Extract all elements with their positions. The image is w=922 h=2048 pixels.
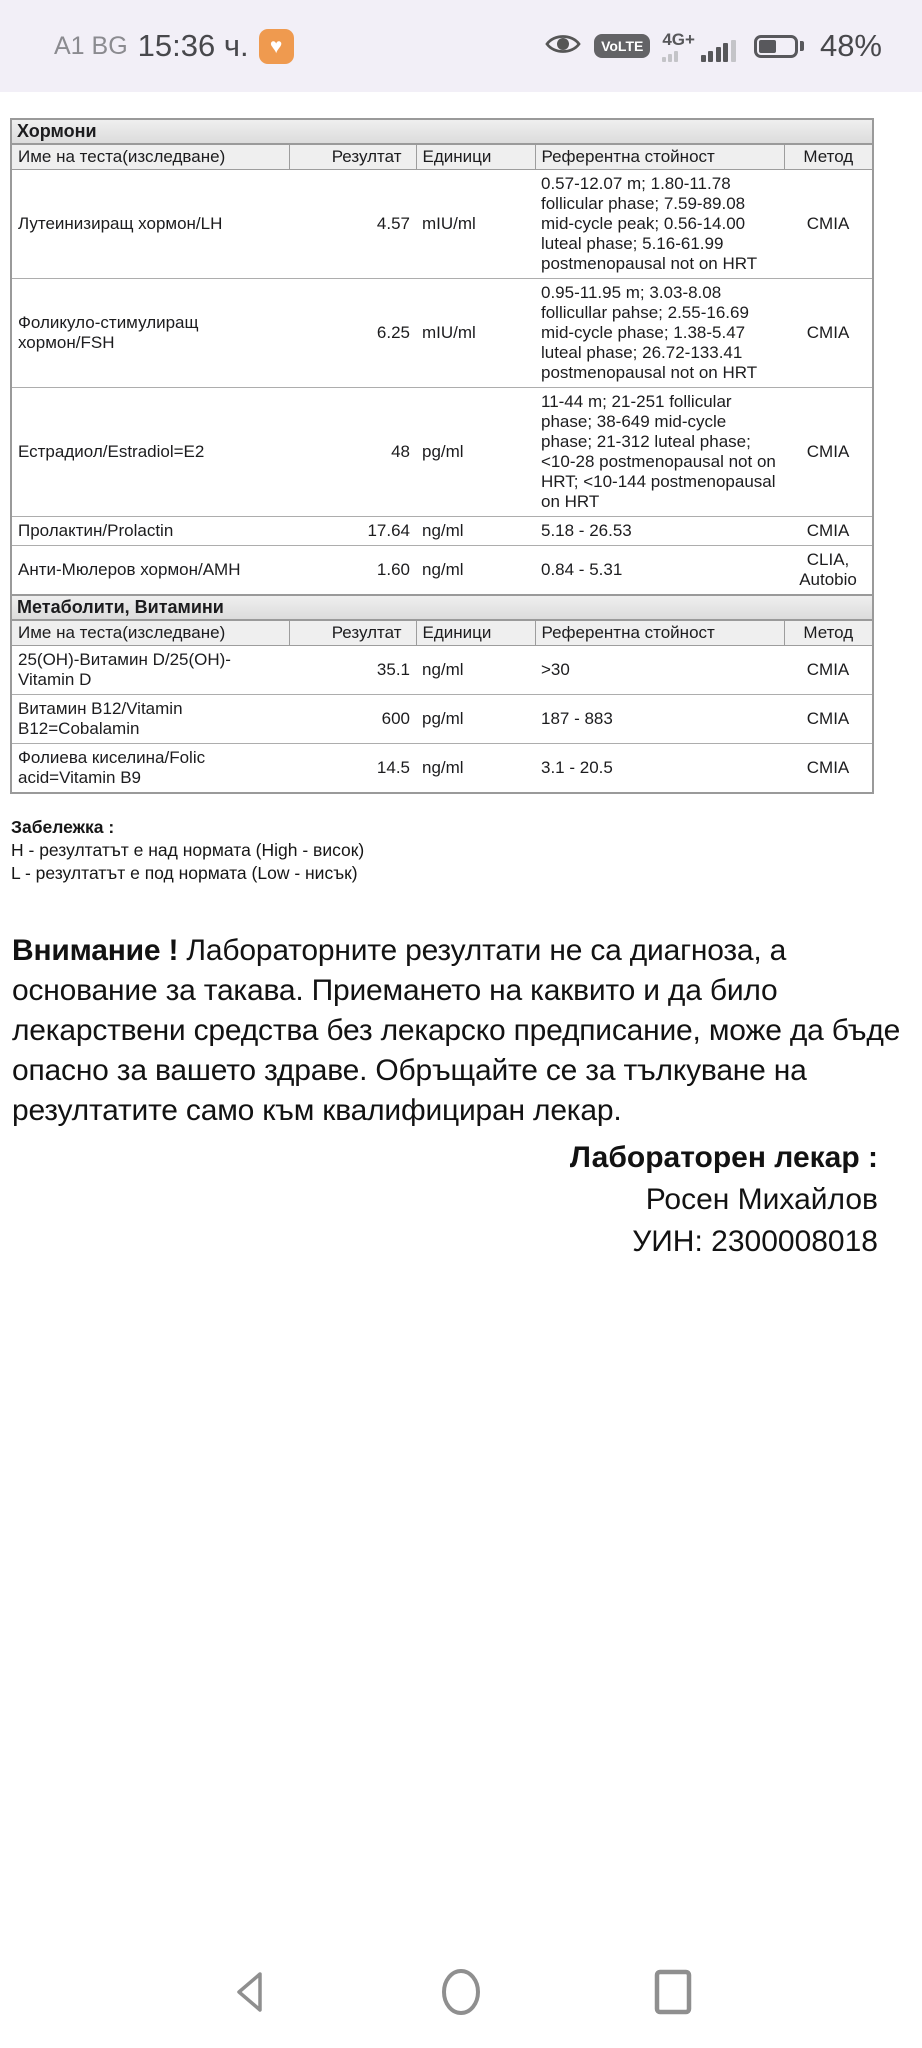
column-header: Име на теста(изследване) (11, 144, 289, 170)
reference-cell: >30 (535, 646, 784, 695)
method-cell: CMIA (784, 744, 873, 794)
note-title: Забележка : (11, 817, 115, 837)
table-row (11, 744, 873, 794)
result-cell: 4.57 (289, 170, 416, 279)
back-button[interactable] (219, 1962, 279, 2022)
result-cell: 35.1 (289, 646, 416, 695)
method-cell: CMIA (784, 170, 873, 279)
test-name-cell: Фолиева киселина/Folic acid=Vitamin B9 (11, 744, 289, 794)
result-cell: 17.64 (289, 517, 416, 546)
column-header: Референтна стойност (535, 620, 784, 646)
home-button[interactable] (431, 1962, 491, 2022)
table-row (11, 517, 873, 546)
reference-cell: 11-44 m; 21-251 follicular phase; 38-649 mid-cycle phase; 21-312 luteal phase; <10-28 postmenopausal not on HRT; <10-144 postmenopausal on HRT (535, 388, 784, 517)
lab-table-1 (10, 594, 874, 794)
battery-icon (754, 35, 804, 58)
signal-cluster (662, 31, 736, 62)
units-cell: ng/ml (416, 546, 535, 596)
table-row (11, 646, 873, 695)
table-row (11, 546, 873, 596)
test-name-cell: Анти-Мюлеров хормон/AMH (11, 546, 289, 596)
table-row (11, 279, 873, 388)
units-cell: pg/ml (416, 695, 535, 744)
reference-cell: 0.57-12.07 m; 1.80-11.78 follicular phase; 7.59-89.08 mid-cycle peak; 0.56-14.00 luteal phase; 5.16-61.99 postmenopausal not on HRT (535, 170, 784, 279)
reference-cell: 0.84 - 5.31 (535, 546, 784, 596)
lab-table-0 (10, 118, 874, 596)
test-name-cell: 25(OH)-Витамин D/25(OH)-Vitamin D (11, 646, 289, 695)
warning-lead: Внимание ! (12, 934, 179, 967)
result-cell: 1.60 (289, 546, 416, 596)
test-name-cell: Витамин B12/Vitamin B12=Cobalamin (11, 695, 289, 744)
result-cell: 14.5 (289, 744, 416, 794)
table-row (11, 388, 873, 517)
result-cell: 6.25 (289, 279, 416, 388)
recents-button[interactable] (643, 1962, 703, 2022)
reference-cell: 3.1 - 20.5 (535, 744, 784, 794)
test-name-cell: Пролактин/Prolactin (11, 517, 289, 546)
column-header: Единици (416, 620, 535, 646)
test-name-cell: Лутеинизиращ хормон/LH (11, 170, 289, 279)
heart-app-icon: ♥ (259, 29, 294, 64)
units-cell: mIU/ml (416, 170, 535, 279)
section-title: Метаболити, Витамини (11, 595, 873, 620)
doctor-name: Росен Михайлов (645, 1183, 878, 1216)
status-left (54, 28, 294, 64)
note-low-line: L - резултатът е под нормата (Low - нисък) (11, 863, 358, 883)
doctor-label: Лабораторен лекар : (569, 1141, 878, 1174)
method-cell: CMIA (784, 646, 873, 695)
column-header: Резултат (289, 144, 416, 170)
units-cell: pg/ml (416, 388, 535, 517)
units-cell: ng/ml (416, 646, 535, 695)
section-title: Хормони (11, 119, 873, 144)
column-header: Референтна стойност (535, 144, 784, 170)
carrier-label: A1 BG (54, 31, 128, 60)
network-type: 4G+ (662, 31, 695, 62)
column-header: Единици (416, 144, 535, 170)
column-header: Име на теста(изследване) (11, 620, 289, 646)
status-right (544, 28, 882, 64)
test-name-cell: Фоликуло-стимулиращ хормон/FSH (11, 279, 289, 388)
table-row (11, 170, 873, 279)
table-row (11, 695, 873, 744)
units-cell: mIU/ml (416, 279, 535, 388)
result-cell: 600 (289, 695, 416, 744)
battery-percent: 48% (819, 28, 882, 63)
android-navigation-bar (0, 1936, 922, 2048)
eye-comfort-icon (544, 30, 582, 63)
column-header: Метод (784, 620, 873, 646)
results-tables (0, 118, 922, 794)
lab-report-document[interactable] (0, 92, 922, 1263)
status-bar (0, 0, 922, 92)
method-cell: CMIA (784, 388, 873, 517)
sim2-signal-icon (662, 51, 678, 62)
signal-bars-icon (701, 40, 736, 62)
units-cell: ng/ml (416, 517, 535, 546)
clock: 15:36 ч. (137, 28, 249, 63)
result-cell: 48 (289, 388, 416, 517)
method-cell: CMIA (784, 279, 873, 388)
doctor-uin: УИН: 2300008018 (632, 1225, 878, 1258)
reference-cell: 0.95-11.95 m; 3.03-8.08 follicullar pahse; 2.55-16.69 mid-cycle phase; 1.38-5.47 luteal phase; 26.72-133.41 postmenopausal not on HRT (535, 279, 784, 388)
test-name-cell: Естрадиол/Estradiol=E2 (11, 388, 289, 517)
volte-badge: VoLTE (594, 34, 650, 58)
signature-block (0, 1137, 878, 1263)
note-high-line: H - резултатът е над нормата (High - висок) (11, 840, 365, 860)
warning-text: Лабораторните резултати не са диагноза, а основание за такава. Приемането на каквито и да било лекарствени средства без лекарско предписание, може да бъде опасно за вашето здраве. Обръщайте се за тълкуване на резултатите само към квалифициран лекар. (12, 934, 901, 1127)
reference-cell: 5.18 - 26.53 (535, 517, 784, 546)
method-cell: CMIA (784, 695, 873, 744)
warning-paragraph (12, 931, 906, 1131)
column-header: Метод (784, 144, 873, 170)
units-cell: ng/ml (416, 744, 535, 794)
note-block (11, 816, 922, 885)
method-cell: CLIA, Autobio (784, 546, 873, 596)
reference-cell: 187 - 883 (535, 695, 784, 744)
column-header: Резултат (289, 620, 416, 646)
method-cell: CMIA (784, 517, 873, 546)
